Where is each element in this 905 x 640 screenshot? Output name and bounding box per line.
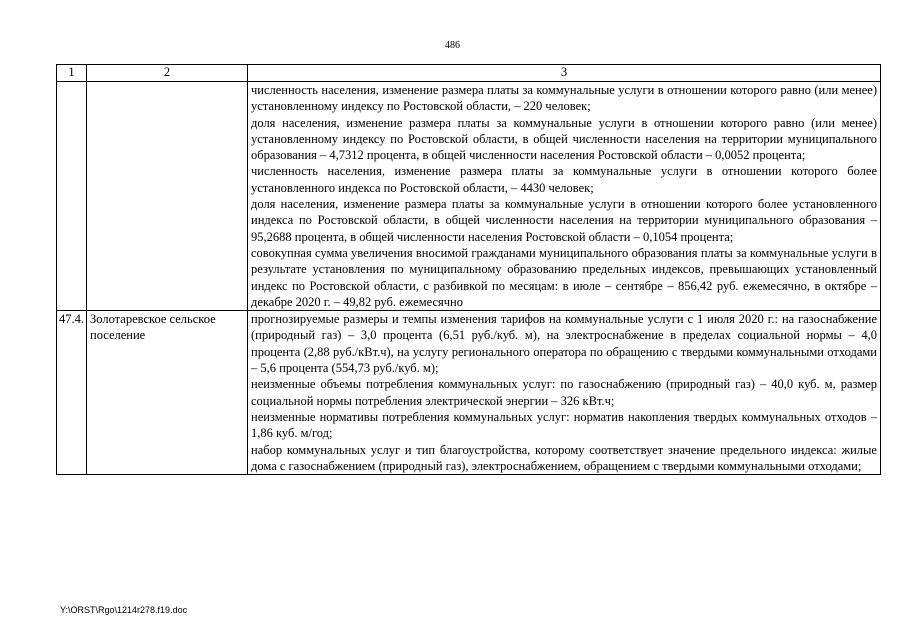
paragraph: доля населения, изменение размера платы за коммунальные услуги в отношении которого более установленного индекса по Ростовской области, в общей численности населения на территории муниципального образования – 95,2688 процента, в общей численности населения Ростовской области – 0,1054 процента; xyxy=(251,197,877,244)
paragraph: набор коммунальных услуг и тип благоустройства, которому соответствует значение предельного индекса: жилые дома с газоснабжением (природный газ), электроснабжением, обращением с твердыми коммунальными отходами; xyxy=(251,442,877,473)
row-number-cell: 47.4. xyxy=(57,311,87,475)
description-cell xyxy=(248,82,881,311)
paragraph: прогнозируемые размеры и темпы изменения тарифов на коммунальные услуги с 1 июля 2020 г.: на газоснабжение (природный газ) – 3,0 процента (6,51 руб./куб. м), на электроснабжение в пределах социальной нормы – 4,0 процента (2,88 руб./кВт.ч), на услугу регионального оператора по обращению с твердыми коммунальными отходами – 5,6 процента (554,73 руб./куб. м); xyxy=(251,312,877,376)
paragraph: численность населения, изменение размера платы за коммунальные услуги в отношении которого равно (или менее) установленному индексу по Ростовской области, – 220 человек; xyxy=(251,83,877,114)
column-header-3: 3 xyxy=(248,65,881,82)
paragraph: неизменные объемы потребления коммунальных услуг: по газоснабжению (природный газ) – 40,0 куб. м, размер социальной нормы потребления электрической энергии – 326 кВт.ч; xyxy=(251,377,877,408)
column-header-1: 1 xyxy=(57,65,87,82)
paragraph: доля населения, изменение размера платы за коммунальные услуги в отношении которого равно (или менее) установленному индексу по Ростовской области, в общей численности населения на территории муниципального образования – 4,7312 процента, в общей численности населения Ростовской области – 0,0052 процента; xyxy=(251,115,877,163)
column-header-2: 2 xyxy=(87,65,248,82)
settlement-name-cell: Золотаревское сельское поселение xyxy=(87,311,248,475)
page-number: 486 xyxy=(445,40,460,51)
row-number-cell xyxy=(57,82,87,311)
document-table xyxy=(56,64,881,475)
file-path-footer: Y:\ORST\Rgo\1214r278.f19.doc xyxy=(60,605,188,615)
paragraph: совокупная сумма увеличения вносимой гражданами муниципального образования платы за коммунальные услуги в результате установления по муниципальному образованию предельных индексов, превышающих установленный индекс по Ростовской области, с разбивкой по месяцам: в июле – сентябре – 856,42 руб. ежемесячно, в октябре – декабре 2020 г. – 49,82 руб. ежемесячно xyxy=(251,245,877,309)
table-row xyxy=(57,82,881,311)
settlement-name-cell xyxy=(87,82,248,311)
paragraph: неизменные нормативы потребления коммунальных услуг: норматив накопления твердых коммунальных отходов – 1,86 куб. м/год; xyxy=(251,409,877,441)
table-header-row xyxy=(57,65,881,82)
description-cell xyxy=(248,311,881,475)
table-row xyxy=(57,311,881,475)
paragraph: численность населения, изменение размера платы за коммунальные услуги в отношении которого более установленного индекса по Ростовской области, – 4430 человек; xyxy=(251,164,877,195)
